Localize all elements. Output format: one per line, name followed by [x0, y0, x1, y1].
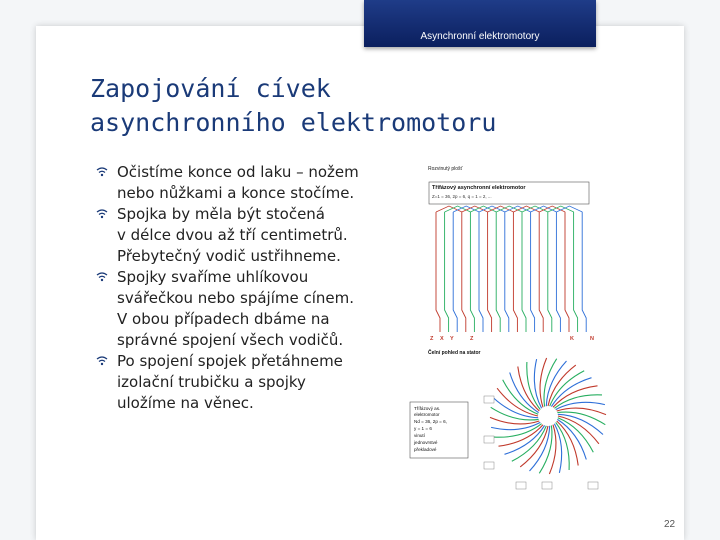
winding-wire [556, 212, 560, 332]
winding-wire [513, 212, 517, 332]
winding-lines [436, 206, 586, 332]
winding-wire [582, 212, 586, 332]
winding-wire [488, 212, 492, 332]
wifi-bullet-icon [96, 209, 108, 219]
wifi-bullet-icon [96, 272, 108, 282]
terminal-label: X [440, 336, 444, 342]
winding-arc [445, 206, 471, 212]
legend-line: jednovrstvé [414, 440, 438, 445]
terminal-label: Y [450, 336, 454, 342]
terminal-label: Z [430, 336, 434, 342]
winding-arc [496, 206, 522, 212]
winding-wire [453, 212, 457, 332]
winding-wire [539, 212, 543, 332]
diagram-caption: Rozvinutý plošť [428, 166, 463, 172]
winding-wire [531, 212, 535, 332]
winding-wire [574, 212, 578, 332]
legend-line: překladové [414, 447, 437, 452]
winding-wire [479, 212, 483, 332]
winding-wire [470, 212, 474, 332]
winding-wire [445, 212, 449, 332]
winding-arc [470, 206, 496, 212]
diagram-footer: Čelní pohled na stator [428, 350, 481, 356]
stator-coil [554, 395, 602, 409]
header-tab [364, 0, 596, 47]
winding-wire [496, 212, 500, 332]
bullet-item: Očistíme konce od laku – nožem nebo nůžkami a konce stočíme. [96, 162, 396, 204]
stator-terminal-box [484, 396, 494, 403]
bullet-item: Spojka by měla být stočená v délce dvou až tří centimetrů. Přebytečný vodič ustřihneme. [96, 204, 396, 267]
page-title [90, 72, 550, 140]
winding-arc [531, 206, 557, 212]
stator-spokes [490, 358, 606, 474]
winding-wire [462, 212, 466, 332]
stator-terminal-box [542, 482, 552, 489]
diagram-params: Z=1 = 36, 2p = 6, q = 1 = 2, ... [432, 194, 492, 199]
winding-wire [548, 212, 552, 332]
winding-diagram [426, 160, 618, 362]
winding-wire [565, 212, 569, 332]
legend-line: vinutí [414, 433, 425, 438]
winding-arc [505, 206, 531, 212]
winding-arc [539, 206, 565, 212]
wifi-bullet-icon [96, 356, 108, 366]
bullet-list [96, 162, 396, 414]
stator-terminal-box [484, 462, 494, 469]
winding-arc [556, 206, 582, 212]
winding-arc [479, 206, 505, 212]
terminal-label: Z [470, 336, 474, 342]
stator-coil [556, 422, 570, 470]
winding-arc [462, 206, 488, 212]
wifi-bullet-icon [96, 167, 108, 177]
terminal-label: N [590, 336, 594, 342]
winding-wire [505, 212, 509, 332]
stator-coil [527, 362, 541, 410]
bullet-item: Spojky svaříme uhlíkovou svářečkou nebo spájíme cínem. V obou případech dbáme na správné spojení všech vodičů. [96, 267, 396, 351]
legend-line: Nd = 36, 2p = 6, [414, 419, 447, 424]
legend-line: elektromotor [414, 412, 440, 417]
winding-arc [436, 206, 462, 212]
winding-arc [488, 206, 514, 212]
winding-arc [513, 206, 539, 212]
stator-diagram [408, 352, 620, 498]
stator-terminal-box [484, 436, 494, 443]
legend-line: Třífázový as. [414, 406, 441, 411]
winding-wire [522, 212, 526, 332]
title-line-1: Zapojování cívek [90, 74, 331, 103]
legend-line: y = 1 = 6 [414, 426, 432, 431]
terminal-label: K [570, 336, 574, 342]
header-label: Asynchronní elektromotory [420, 31, 540, 42]
title-line-2: asynchronního elektromotoru [90, 108, 497, 137]
stator-terminal-box [516, 482, 526, 489]
winding-arc [548, 206, 574, 212]
bullet-item: Po spojení spojek přetáhneme izolační trubičku a spojky uložíme na věnec. [96, 351, 396, 414]
stator-terminal-box [588, 482, 598, 489]
winding-arc [522, 206, 548, 212]
winding-arc [453, 206, 479, 212]
diagram-heading: Třífázový asynchronní elektromotor [432, 185, 526, 191]
page-number: 22 [664, 519, 676, 530]
stator-coil [494, 424, 542, 438]
winding-wire [436, 212, 440, 332]
